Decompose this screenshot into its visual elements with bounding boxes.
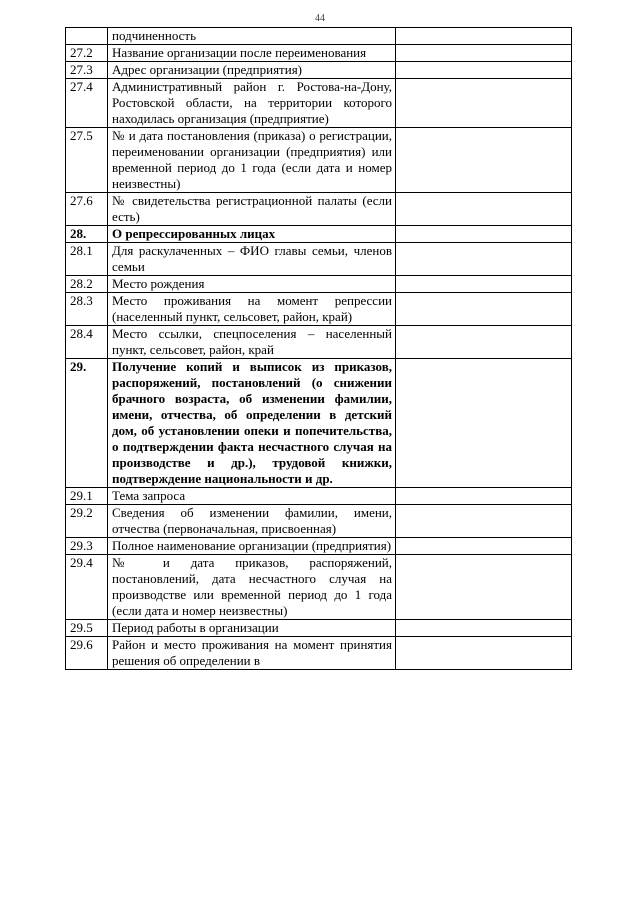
table-row xyxy=(66,505,572,538)
row-number: 29. xyxy=(66,359,108,488)
table-row xyxy=(66,243,572,276)
row-value-cell[interactable] xyxy=(396,505,572,538)
row-value-cell[interactable] xyxy=(396,62,572,79)
row-number: 27.2 xyxy=(66,45,108,62)
table-row xyxy=(66,226,572,243)
row-number xyxy=(66,28,108,45)
row-value-cell[interactable] xyxy=(396,226,572,243)
row-description: Место ссылки, спецпоселения – населенный пункт, сельсовет, район, край xyxy=(108,326,396,359)
table-row xyxy=(66,555,572,620)
row-number: 28. xyxy=(66,226,108,243)
row-number: 28.2 xyxy=(66,276,108,293)
table-row xyxy=(66,28,572,45)
table-row xyxy=(66,276,572,293)
row-description: Сведения об изменении фамилии, имени, отчества (первоначальная, присвоенная) xyxy=(108,505,396,538)
row-number: 29.1 xyxy=(66,488,108,505)
row-number: 29.6 xyxy=(66,637,108,670)
row-value-cell[interactable] xyxy=(396,45,572,62)
table-body xyxy=(66,28,572,670)
table-row xyxy=(66,193,572,226)
row-description: Адрес организации (предприятия) xyxy=(108,62,396,79)
table-row xyxy=(66,62,572,79)
row-description: Полное наименование организации (предприятия) xyxy=(108,538,396,555)
row-value-cell[interactable] xyxy=(396,193,572,226)
row-number: 29.4 xyxy=(66,555,108,620)
row-value-cell[interactable] xyxy=(396,79,572,128)
table-row xyxy=(66,620,572,637)
row-number: 28.4 xyxy=(66,326,108,359)
row-description: О репрессированных лицах xyxy=(108,226,396,243)
table-row xyxy=(66,488,572,505)
row-description: Место рождения xyxy=(108,276,396,293)
table-row xyxy=(66,293,572,326)
row-number: 29.2 xyxy=(66,505,108,538)
row-description: № и дата постановления (приказа) о регистрации, переименовании организации (предприятия) или временной период до 1 года (если дата и номер неизвестны) xyxy=(108,128,396,193)
row-number: 27.6 xyxy=(66,193,108,226)
row-value-cell[interactable] xyxy=(396,293,572,326)
row-description: Административный район г. Ростова-на-Дону, Ростовской области, на территории которого находилась организация (предприятие) xyxy=(108,79,396,128)
row-description: № и дата приказов, распоряжений, постановлений, дата несчастного случая на производстве или временной период до 1 года (если дата и номер неизвестны) xyxy=(108,555,396,620)
row-description: Для раскулаченных – ФИО главы семьи, членов семьи xyxy=(108,243,396,276)
table-row xyxy=(66,637,572,670)
table-row xyxy=(66,45,572,62)
row-value-cell[interactable] xyxy=(396,276,572,293)
table-row xyxy=(66,128,572,193)
row-value-cell[interactable] xyxy=(396,326,572,359)
row-description: Название организации после переименования xyxy=(108,45,396,62)
row-value-cell[interactable] xyxy=(396,637,572,670)
row-number: 29.5 xyxy=(66,620,108,637)
row-number: 27.4 xyxy=(66,79,108,128)
page-number: 44 xyxy=(315,13,325,24)
row-description: Период работы в организации xyxy=(108,620,396,637)
table-row xyxy=(66,326,572,359)
row-value-cell[interactable] xyxy=(396,243,572,276)
row-number: 27.5 xyxy=(66,128,108,193)
row-number: 28.3 xyxy=(66,293,108,326)
row-value-cell[interactable] xyxy=(396,620,572,637)
row-value-cell[interactable] xyxy=(396,555,572,620)
row-description: Район и место проживания на момент принятия решения об определении в xyxy=(108,637,396,670)
row-value-cell[interactable] xyxy=(396,488,572,505)
row-value-cell[interactable] xyxy=(396,28,572,45)
row-description: подчиненность xyxy=(108,28,396,45)
row-value-cell[interactable] xyxy=(396,128,572,193)
row-number: 27.3 xyxy=(66,62,108,79)
row-value-cell[interactable] xyxy=(396,538,572,555)
row-value-cell[interactable] xyxy=(396,359,572,488)
table-row xyxy=(66,79,572,128)
request-form-table xyxy=(65,27,572,670)
row-description: Тема запроса xyxy=(108,488,396,505)
table-row xyxy=(66,359,572,488)
row-description: Место проживания на момент репрессии (населенный пункт, сельсовет, район, край) xyxy=(108,293,396,326)
row-number: 29.3 xyxy=(66,538,108,555)
row-number: 28.1 xyxy=(66,243,108,276)
table-row xyxy=(66,538,572,555)
row-description: Получение копий и выписок из приказов, распоряжений, постановлений (о снижении брачного возраста, об изменении фамилии, имени, отчества, об определении в детский дом, об установлении опеки и попечительства, о подтверждении факта несчастного случая на производстве и др.), трудовой книжки, подтверждение национальности и др. xyxy=(108,359,396,488)
row-description: № свидетельства регистрационной палаты (если есть) xyxy=(108,193,396,226)
